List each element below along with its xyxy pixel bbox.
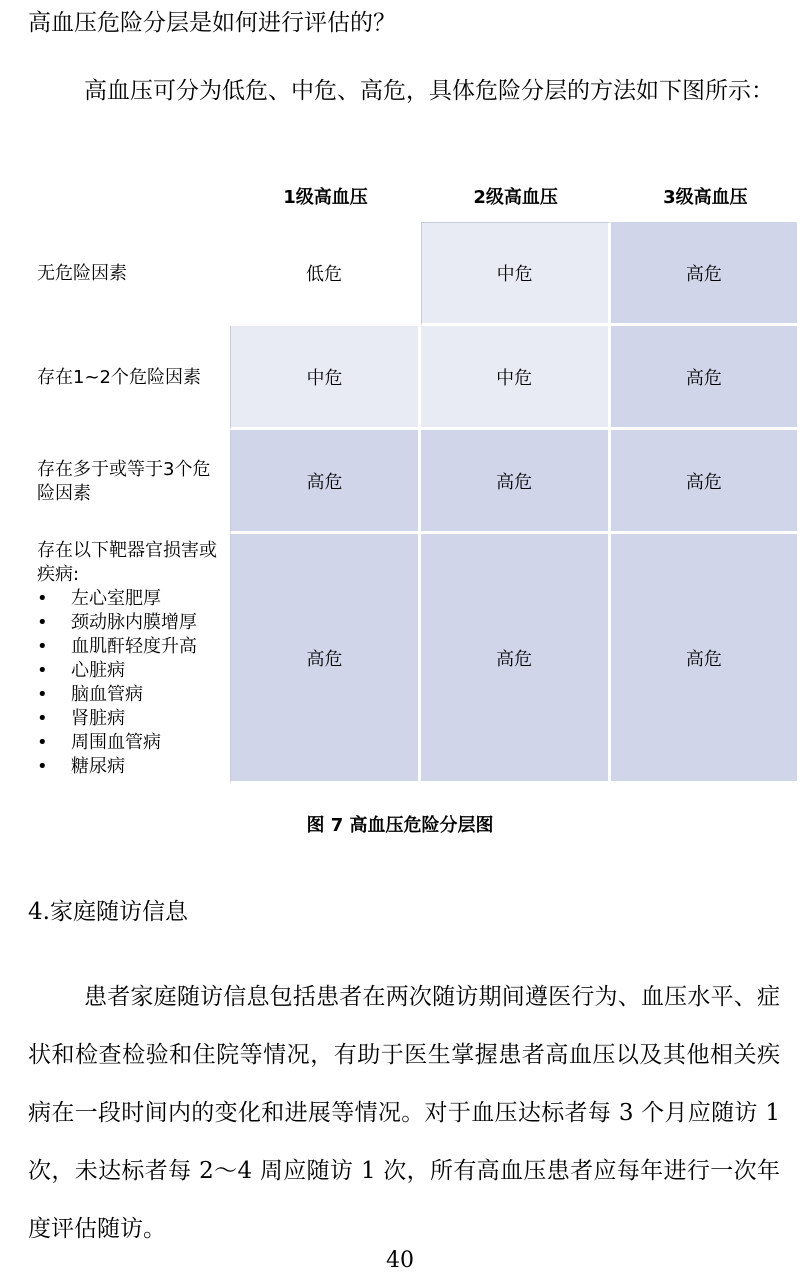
- intro-paragraph: 高血压可分为低危、中危、高危，具体危险分层的方法如下图所示：: [84, 78, 774, 104]
- list-item: • 血肌酐轻度升高: [37, 635, 224, 659]
- row-label: [28, 534, 230, 784]
- list-item: • 糖尿病: [37, 755, 224, 779]
- figure-caption: 图 7 高血压危险分层图: [306, 815, 494, 836]
- risk-cell: 高危: [421, 430, 611, 534]
- risk-cell: 高危: [230, 430, 420, 534]
- column-header: 3级高血压: [663, 187, 748, 208]
- risk-cell: 高危: [611, 534, 800, 784]
- risk-cell: 高危: [611, 430, 800, 534]
- row-label: 存在多于或等于3个危险因素: [37, 459, 211, 504]
- table-corner: [28, 170, 230, 222]
- column-header: 2级高血压: [473, 187, 558, 208]
- list-item: • 心脏病: [37, 659, 224, 683]
- row-label: 存在1~2个危险因素: [37, 367, 201, 388]
- risk-cell: 中危: [230, 326, 420, 430]
- list-item: • 肾脏病: [37, 707, 224, 731]
- row-label-text: 存在以下靶器官损害或疾病:: [37, 540, 217, 585]
- risk-cell: 中危: [421, 222, 611, 326]
- risk-cell: 高危: [230, 534, 420, 784]
- section-title: 4.家庭随访信息: [28, 899, 188, 925]
- table-row: [28, 326, 800, 430]
- body-paragraph: 患者家庭随访信息包括患者在两次随访期间遵医行为、血压水平、症状和检查检验和住院等情况，有助于医生掌握患者高血压以及其他相关疾病在一段时间内的变化和进展等情况。对于血压达标者每 3 个月应随访 1 次，未达标者每 2～4 周应随访 1 次，所有高血压患者应每年进行一次年度评估随访。: [28, 984, 780, 1242]
- list-item: • 颈动脉内膜增厚: [37, 611, 224, 635]
- table-row: [28, 430, 800, 534]
- risk-cell: 中危: [421, 326, 611, 430]
- table-row: [28, 534, 800, 784]
- table-row: [28, 222, 800, 326]
- risk-cell: 高危: [611, 326, 800, 430]
- risk-cell: 高危: [421, 534, 611, 784]
- risk-stratification-table: [28, 170, 800, 784]
- risk-cell: 低危: [230, 222, 420, 326]
- column-header: 1级高血压: [283, 187, 368, 208]
- list-item: • 脑血管病: [37, 683, 224, 707]
- risk-cell: 高危: [611, 222, 800, 326]
- row-label: 无危险因素: [37, 263, 127, 284]
- list-item: • 左心室肥厚: [37, 587, 224, 611]
- list-item: • 周围血管病: [37, 731, 224, 755]
- section-heading: 高血压危险分层是如何进行评估的？: [28, 10, 396, 36]
- condition-list: [37, 587, 224, 779]
- page-number: 40: [386, 1248, 414, 1273]
